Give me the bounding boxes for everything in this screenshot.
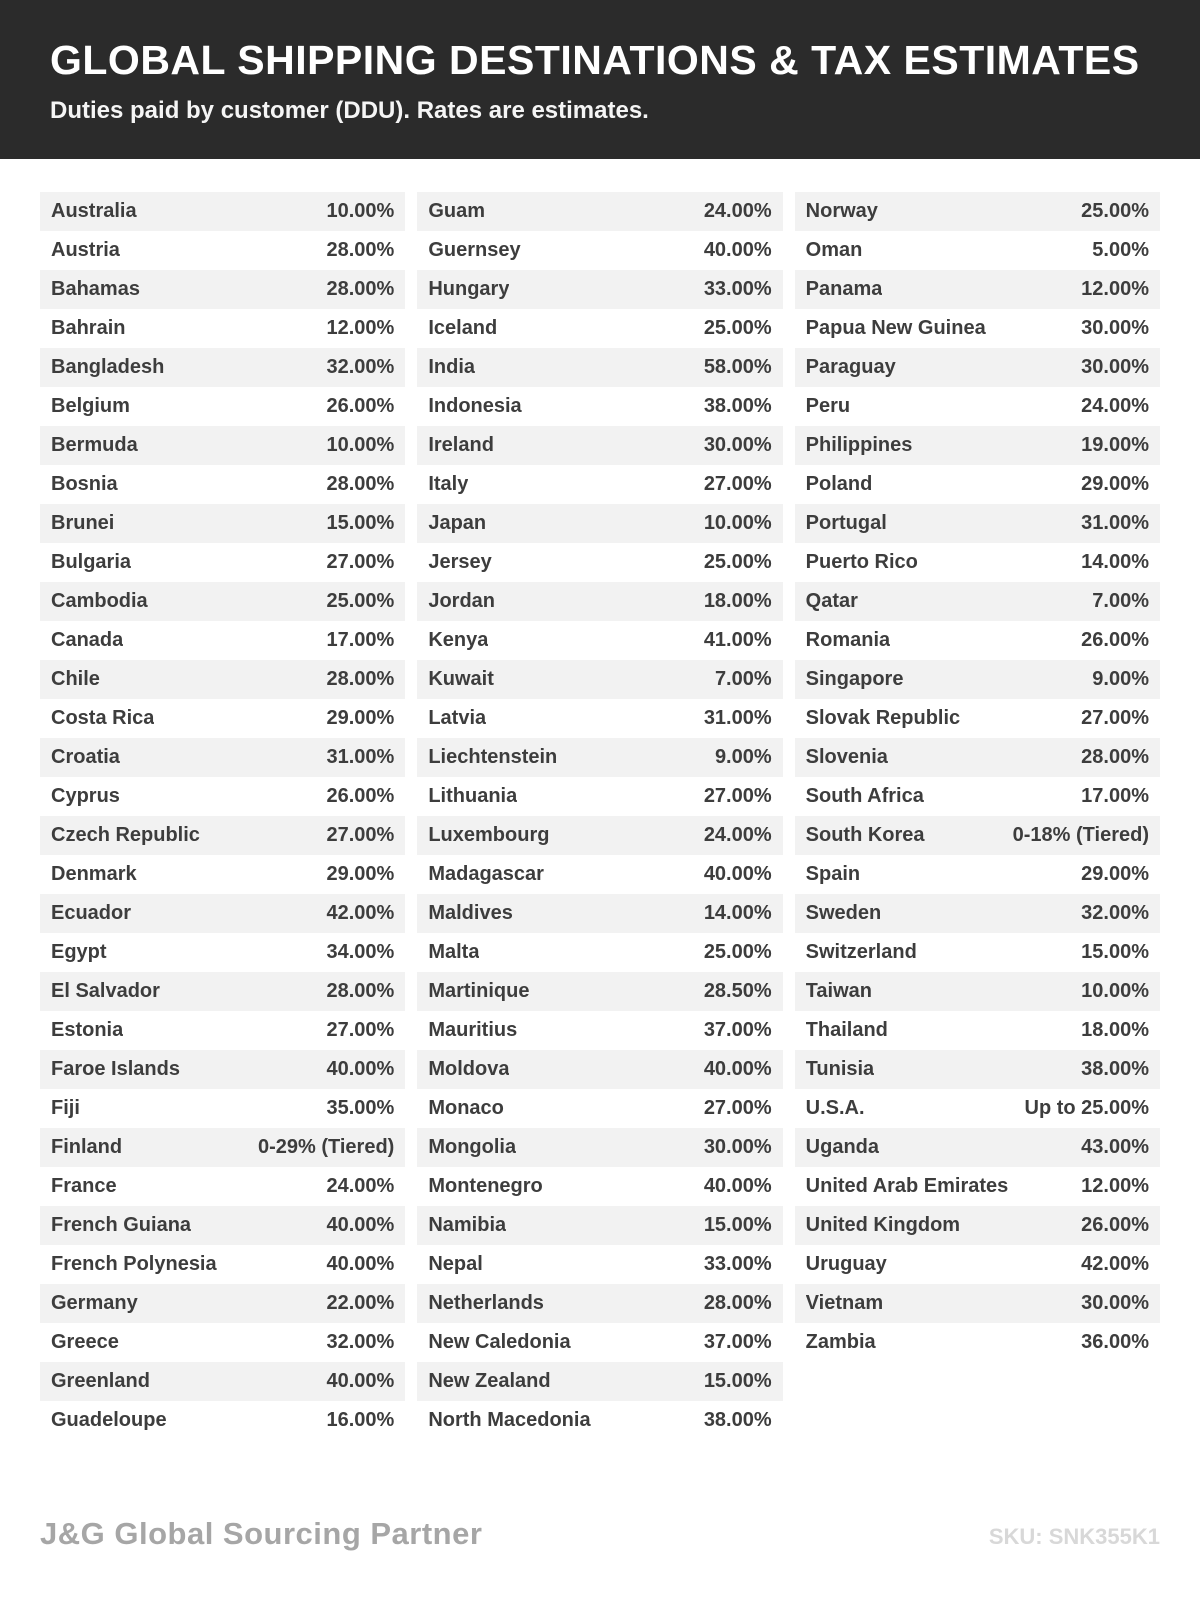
country-label: Guam (428, 200, 486, 223)
rate-value: 10.00% (1081, 980, 1149, 1003)
table-row (795, 231, 1160, 270)
country-label: Jersey (428, 551, 492, 574)
country-label: Cyprus (51, 785, 120, 808)
table-row (417, 738, 782, 777)
table-row (40, 699, 405, 738)
country-label: Finland (51, 1136, 123, 1159)
rate-value: 27.00% (326, 551, 395, 574)
country-label: Jordan (428, 590, 496, 613)
rate-value: 15.00% (1081, 941, 1149, 964)
rate-value: 25.00% (703, 941, 772, 964)
table-row (795, 426, 1160, 465)
rate-value: 17.00% (1081, 785, 1149, 808)
table-row (795, 1206, 1160, 1245)
rate-value: 0-29% (Tiered) (257, 1136, 395, 1159)
country-label: Qatar (805, 590, 858, 613)
country-label: New Caledonia (428, 1331, 571, 1354)
country-label: France (51, 1175, 117, 1198)
rate-value: 27.00% (703, 473, 772, 496)
country-label: Norway (805, 200, 878, 223)
rate-value: 12.00% (1081, 278, 1149, 301)
country-label: Sweden (805, 902, 882, 925)
rate-value: 24.00% (703, 200, 772, 223)
table-row (795, 192, 1160, 231)
table-row (795, 738, 1160, 777)
rate-value: 34.00% (326, 941, 395, 964)
country-label: French Guiana (51, 1214, 192, 1237)
country-label: Uruguay (805, 1253, 887, 1276)
table-row (417, 1050, 782, 1089)
country-label: Peru (805, 395, 851, 418)
table-row (795, 543, 1160, 582)
table-row (417, 1089, 782, 1128)
table-row (417, 504, 782, 543)
country-label: Japan (428, 512, 487, 535)
rate-value: 12.00% (326, 317, 395, 340)
table-row (795, 1011, 1160, 1050)
country-label: Lithuania (428, 785, 518, 808)
rate-value: 14.00% (1081, 551, 1149, 574)
country-label: United Arab Emirates (805, 1175, 1009, 1198)
table-row (417, 1245, 782, 1284)
rate-value: 22.00% (326, 1292, 395, 1315)
table-row (40, 621, 405, 660)
rate-value: 40.00% (326, 1214, 395, 1237)
rates-column-1 (40, 192, 405, 1440)
country-label: Paraguay (805, 356, 896, 379)
table-row (795, 309, 1160, 348)
rates-column-3 (795, 192, 1160, 1440)
rate-value: 33.00% (703, 278, 772, 301)
table-row (795, 660, 1160, 699)
country-label: Czech Republic (51, 824, 200, 847)
country-label: New Zealand (428, 1370, 551, 1393)
country-label: Belgium (51, 395, 130, 418)
table-row (40, 309, 405, 348)
table-row (417, 660, 782, 699)
rate-value: 40.00% (326, 1058, 395, 1081)
country-label: South Korea (805, 824, 925, 847)
country-label: Zambia (805, 1331, 876, 1354)
country-label: Papua New Guinea (805, 317, 986, 340)
rate-value: 10.00% (703, 512, 772, 535)
country-label: Bulgaria (51, 551, 132, 574)
country-label: Cambodia (51, 590, 148, 613)
table-row (417, 972, 782, 1011)
country-label: Bangladesh (51, 356, 165, 379)
rate-value: 38.00% (703, 395, 772, 418)
table-row (40, 1050, 405, 1089)
rate-value: 31.00% (1081, 512, 1149, 535)
table-row (417, 543, 782, 582)
rate-value: 29.00% (326, 707, 395, 730)
country-label: Uganda (805, 1136, 879, 1159)
table-row (795, 1089, 1160, 1128)
rate-value: 26.00% (326, 785, 395, 808)
header-banner (0, 0, 1200, 159)
table-row (795, 933, 1160, 972)
country-label: Puerto Rico (805, 551, 918, 574)
table-row (40, 1323, 405, 1362)
rate-value: 19.00% (1081, 434, 1149, 457)
country-label: Germany (51, 1292, 138, 1315)
country-label: Guernsey (428, 239, 521, 262)
table-row (417, 231, 782, 270)
country-label: Namibia (428, 1214, 507, 1237)
table-row (40, 270, 405, 309)
country-label: Slovenia (805, 746, 888, 769)
country-label: Nepal (428, 1253, 483, 1276)
table-row (40, 1284, 405, 1323)
table-row (795, 1050, 1160, 1089)
rate-value: 12.00% (1081, 1175, 1149, 1198)
table-row (417, 621, 782, 660)
table-row (40, 582, 405, 621)
rate-value: 7.00% (1092, 590, 1149, 613)
rate-value: 29.00% (1081, 863, 1149, 886)
rate-value: 27.00% (703, 785, 772, 808)
table-row (40, 1011, 405, 1050)
table-row (795, 582, 1160, 621)
table-row (417, 1284, 782, 1323)
country-label: Taiwan (805, 980, 872, 1003)
country-label: Hungary (428, 278, 510, 301)
rate-value: 35.00% (326, 1097, 395, 1120)
rate-value: 40.00% (703, 1058, 772, 1081)
country-label: Costa Rica (51, 707, 155, 730)
rate-value: 28.00% (326, 278, 395, 301)
rate-value: 30.00% (1081, 317, 1149, 340)
rate-value: 37.00% (703, 1019, 772, 1042)
rate-value: 25.00% (1081, 200, 1149, 223)
country-label: Montenegro (428, 1175, 543, 1198)
table-row (795, 1128, 1160, 1167)
rate-value: 25.00% (703, 551, 772, 574)
table-row (417, 816, 782, 855)
table-row (795, 1284, 1160, 1323)
table-row (40, 1089, 405, 1128)
table-row (795, 1167, 1160, 1206)
table-row (40, 1245, 405, 1284)
rate-value: 18.00% (703, 590, 772, 613)
country-label: India (428, 356, 475, 379)
rate-value: 27.00% (703, 1097, 772, 1120)
rate-value: 15.00% (703, 1370, 772, 1393)
rate-value: 36.00% (1081, 1331, 1149, 1354)
rate-value: 40.00% (703, 1175, 772, 1198)
table-row (795, 270, 1160, 309)
country-label: Denmark (51, 863, 137, 886)
table-row (417, 933, 782, 972)
rate-value: 31.00% (703, 707, 772, 730)
rate-value: 24.00% (326, 1175, 395, 1198)
rate-value: 7.00% (714, 668, 772, 691)
country-label: Thailand (805, 1019, 888, 1042)
table-row (417, 270, 782, 309)
country-label: Egypt (51, 941, 107, 964)
table-row (40, 192, 405, 231)
table-row (40, 1206, 405, 1245)
country-label: Greece (51, 1331, 119, 1354)
rate-value: 26.00% (1081, 1214, 1149, 1237)
table-row (417, 855, 782, 894)
country-label: Bahamas (51, 278, 140, 301)
rate-value: 40.00% (326, 1253, 395, 1276)
table-row (417, 1323, 782, 1362)
table-row (40, 777, 405, 816)
table-row (40, 816, 405, 855)
rate-value: 28.00% (326, 239, 395, 262)
rate-value: 38.00% (703, 1409, 772, 1432)
country-label: Portugal (805, 512, 887, 535)
rate-value: 10.00% (326, 200, 395, 223)
rate-value: 24.00% (703, 824, 772, 847)
country-label: French Polynesia (51, 1253, 217, 1276)
rate-value: 29.00% (326, 863, 395, 886)
table-row (40, 1401, 405, 1440)
rate-value: 26.00% (1081, 629, 1149, 652)
rate-value: Up to 25.00% (1024, 1097, 1149, 1120)
rate-value: 33.00% (703, 1253, 772, 1276)
table-row (417, 192, 782, 231)
country-label: Chile (51, 668, 100, 691)
country-label: Philippines (805, 434, 913, 457)
rate-value: 31.00% (326, 746, 395, 769)
rate-value: 58.00% (703, 356, 772, 379)
table-row (417, 426, 782, 465)
country-label: Singapore (805, 668, 904, 691)
country-label: South Africa (805, 785, 924, 808)
country-label: Guadeloupe (51, 1409, 167, 1432)
table-row (795, 621, 1160, 660)
rate-value: 14.00% (703, 902, 772, 925)
country-label: Bahrain (51, 317, 126, 340)
table-row (417, 348, 782, 387)
table-row (417, 1401, 782, 1440)
table-row (795, 1245, 1160, 1284)
table-row (40, 426, 405, 465)
rate-value: 27.00% (326, 824, 395, 847)
rate-value: 28.00% (1081, 746, 1149, 769)
table-row (40, 933, 405, 972)
table-row (417, 1362, 782, 1401)
table-row (795, 855, 1160, 894)
rate-value: 9.00% (1092, 668, 1149, 691)
country-label: Indonesia (428, 395, 522, 418)
country-label: Estonia (51, 1019, 124, 1042)
country-label: Poland (805, 473, 873, 496)
table-row (417, 699, 782, 738)
country-label: Italy (428, 473, 469, 496)
country-label: U.S.A. (805, 1097, 865, 1120)
country-label: Liechtenstein (428, 746, 558, 769)
country-label: Bermuda (51, 434, 138, 457)
country-label: Panama (805, 278, 883, 301)
rate-value: 32.00% (326, 356, 395, 379)
country-label: El Salvador (51, 980, 160, 1003)
country-label: Greenland (51, 1370, 150, 1393)
rate-value: 42.00% (1081, 1253, 1149, 1276)
footer-brand: J&G Global Sourcing Partner (40, 1516, 483, 1551)
rate-value: 43.00% (1081, 1136, 1149, 1159)
table-row (795, 816, 1160, 855)
table-row (40, 348, 405, 387)
footer-sku: SKU: SNK355K1 (988, 1524, 1160, 1549)
country-label: Ecuador (51, 902, 132, 925)
table-row (40, 1362, 405, 1401)
country-label: Luxembourg (428, 824, 550, 847)
table-row (417, 1011, 782, 1050)
rate-value: 17.00% (326, 629, 395, 652)
rates-table (0, 159, 1200, 1440)
table-row (40, 738, 405, 777)
rate-value: 0-18% (Tiered) (1012, 824, 1149, 847)
table-row (795, 1323, 1160, 1362)
rate-value: 27.00% (1081, 707, 1149, 730)
table-row (40, 894, 405, 933)
country-label: Ireland (428, 434, 494, 457)
table-row (795, 348, 1160, 387)
country-label: Romania (805, 629, 891, 652)
rate-value: 30.00% (703, 434, 772, 457)
country-label: Monaco (428, 1097, 504, 1120)
table-row (795, 972, 1160, 1011)
rate-value: 32.00% (1081, 902, 1149, 925)
country-label: Australia (51, 200, 137, 223)
country-label: Oman (805, 239, 863, 262)
rate-value: 25.00% (326, 590, 395, 613)
rate-value: 40.00% (703, 863, 772, 886)
country-label: North Macedonia (428, 1409, 591, 1432)
rate-value: 10.00% (326, 434, 395, 457)
rate-value: 28.00% (326, 473, 395, 496)
country-label: Maldives (428, 902, 513, 925)
country-label: Madagascar (428, 863, 544, 886)
country-label: Vietnam (805, 1292, 884, 1315)
country-label: Iceland (428, 317, 498, 340)
country-label: Kuwait (428, 668, 494, 691)
page-subtitle: Duties paid by customer (DDU). Rates are estimates. (50, 97, 649, 125)
table-row (40, 1128, 405, 1167)
rate-value: 40.00% (326, 1370, 395, 1393)
country-label: Tunisia (805, 1058, 875, 1081)
country-label: Croatia (51, 746, 120, 769)
rate-value: 29.00% (1081, 473, 1149, 496)
table-row (40, 231, 405, 270)
rate-value: 16.00% (326, 1409, 395, 1432)
table-row (417, 465, 782, 504)
rate-value: 18.00% (1081, 1019, 1149, 1042)
rate-value: 42.00% (326, 902, 395, 925)
footer (40, 1516, 1160, 1552)
country-label: Brunei (51, 512, 115, 535)
page-title: GLOBAL SHIPPING DESTINATIONS & TAX ESTIMATES (50, 37, 1140, 83)
country-label: Mongolia (428, 1136, 517, 1159)
country-label: Faroe Islands (51, 1058, 180, 1081)
table-row (417, 1128, 782, 1167)
country-label: Netherlands (428, 1292, 544, 1315)
country-label: Moldova (428, 1058, 510, 1081)
table-row (795, 465, 1160, 504)
country-label: Kenya (428, 629, 489, 652)
country-label: Canada (51, 629, 124, 652)
rate-value: 28.50% (703, 980, 772, 1003)
country-label: Austria (51, 239, 120, 262)
table-row (40, 504, 405, 543)
rate-value: 38.00% (1081, 1058, 1149, 1081)
table-row (40, 1167, 405, 1206)
country-label: Latvia (428, 707, 487, 730)
table-row (40, 465, 405, 504)
table-row (795, 699, 1160, 738)
rate-value: 26.00% (326, 395, 395, 418)
rate-value: 37.00% (703, 1331, 772, 1354)
country-label: United Kingdom (805, 1214, 961, 1237)
table-row (40, 660, 405, 699)
table-row (795, 504, 1160, 543)
country-label: Spain (805, 863, 861, 886)
rate-value: 5.00% (1092, 239, 1149, 262)
rate-value: 24.00% (1081, 395, 1149, 418)
rate-value: 40.00% (703, 239, 772, 262)
country-label: Fiji (51, 1097, 80, 1120)
table-row (417, 894, 782, 933)
rate-value: 25.00% (703, 317, 772, 340)
rates-column-2 (417, 192, 782, 1440)
table-row (417, 309, 782, 348)
table-row (417, 777, 782, 816)
country-label: Slovak Republic (805, 707, 961, 730)
table-row (795, 387, 1160, 426)
rate-value: 15.00% (326, 512, 395, 535)
table-row (417, 1167, 782, 1206)
country-label: Mauritius (428, 1019, 518, 1042)
table-row (40, 387, 405, 426)
table-row (795, 777, 1160, 816)
rate-value: 28.00% (703, 1292, 772, 1315)
table-row (417, 387, 782, 426)
table-row (795, 894, 1160, 933)
rate-value: 28.00% (326, 668, 395, 691)
rate-value: 32.00% (326, 1331, 395, 1354)
rate-value: 27.00% (326, 1019, 395, 1042)
rate-value: 15.00% (703, 1214, 772, 1237)
country-label: Malta (428, 941, 480, 964)
rate-value: 9.00% (714, 746, 772, 769)
country-label: Martinique (428, 980, 530, 1003)
table-row (40, 543, 405, 582)
rate-value: 30.00% (1081, 356, 1149, 379)
table-row (417, 1206, 782, 1245)
country-label: Bosnia (51, 473, 118, 496)
rate-value: 30.00% (1081, 1292, 1149, 1315)
rate-value: 28.00% (326, 980, 395, 1003)
table-row (40, 855, 405, 894)
country-label: Switzerland (805, 941, 917, 964)
rate-value: 30.00% (703, 1136, 772, 1159)
table-row (417, 582, 782, 621)
rate-value: 41.00% (703, 629, 772, 652)
table-row (40, 972, 405, 1011)
